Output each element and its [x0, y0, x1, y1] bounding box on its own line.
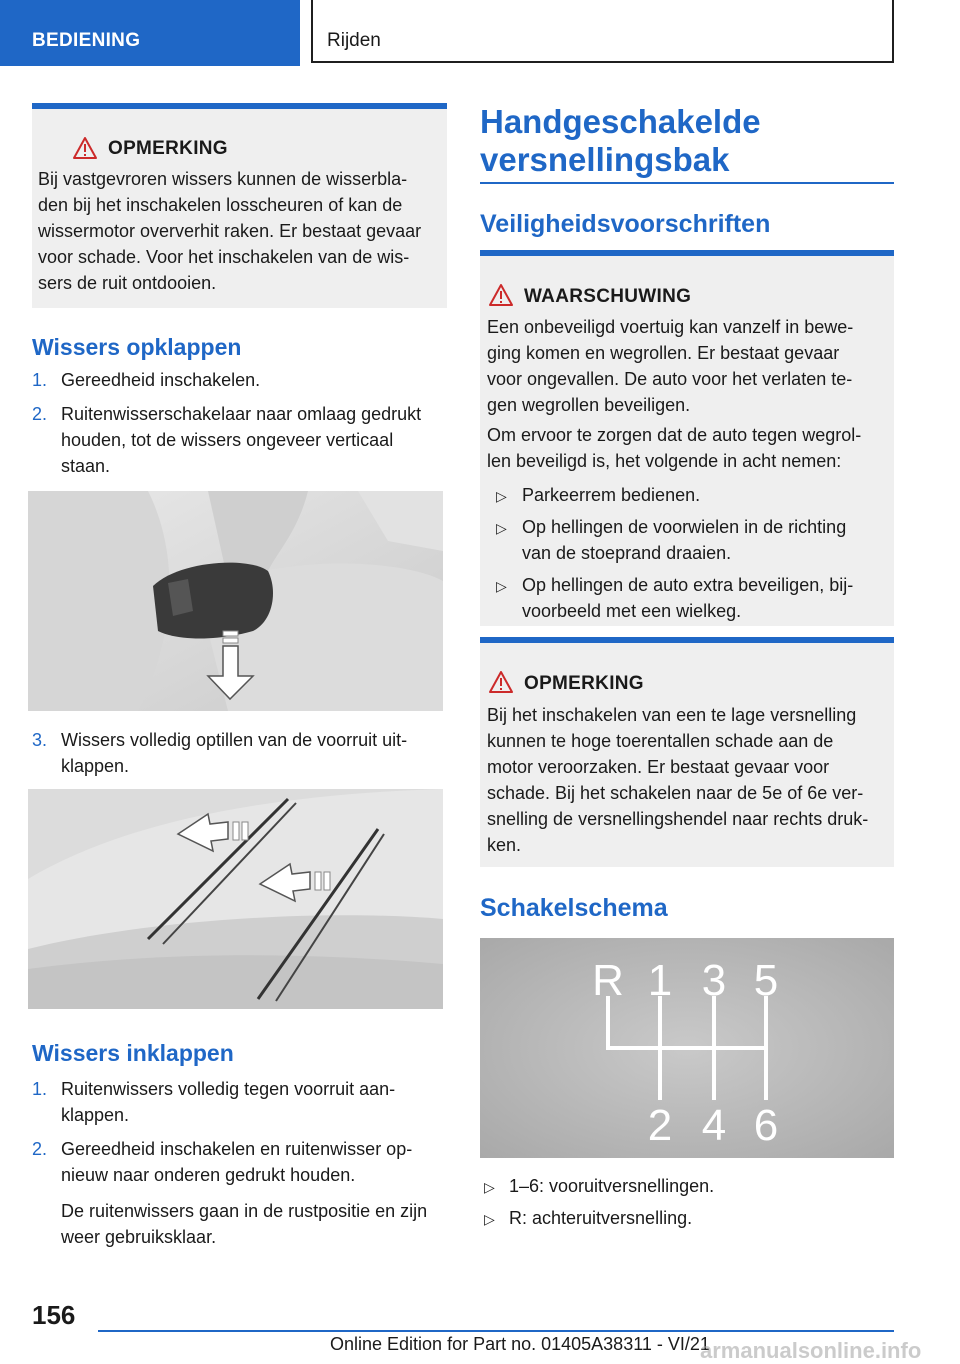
step-text: Wissers volledig optillen van de voorruit uit- [61, 730, 408, 750]
note-line: den bij het inschakelen losscheuren of kan de [38, 195, 403, 215]
warning-line: gen wegrollen beveiligen. [487, 395, 691, 415]
gear-label: 4 [701, 1101, 727, 1150]
step-text: klappen. [61, 756, 130, 776]
section-label: BEDIENING [32, 30, 141, 51]
note-title: OPMERKING [108, 138, 228, 159]
note-box-wiper [32, 103, 447, 308]
title-rule [480, 182, 894, 184]
warning-triangle-icon [488, 283, 514, 307]
step-text: houden, tot de wissers ongeveer verticaal [61, 430, 394, 450]
note-line: kunnen te hoge toerentallen schade aan de [487, 731, 834, 751]
step-text: nieuw naar onderen gedrukt houden. [61, 1165, 356, 1185]
watermark: armanualsonline.info [700, 1338, 922, 1363]
gear-label: 1 [647, 956, 673, 1005]
bullet-text: Parkeerrem bedienen. [522, 485, 701, 505]
gear-label: 6 [753, 1101, 779, 1150]
chapter-label: Rijden [327, 30, 381, 51]
step-text: weer gebruiksklaar. [61, 1227, 217, 1247]
bullet-text: Op hellingen de voorwielen in de richting [522, 517, 847, 537]
bullet-triangle-icon: ▷ [496, 578, 507, 594]
warning-box [480, 250, 894, 626]
warning-triangle-icon [488, 670, 514, 694]
step-text: Ruitenwissers volledig tegen voorruit aan- [61, 1079, 396, 1099]
step-number: 2. [32, 404, 48, 424]
note-line: sers de ruit ontdooien. [38, 273, 217, 293]
chapter-tab [311, 0, 894, 63]
warning-title: WAARSCHUWING [524, 286, 692, 307]
step-number: 1. [32, 370, 48, 390]
gear-label: 3 [701, 956, 727, 1005]
bullet-text: van de stoeprand draaien. [522, 543, 732, 563]
note-title: OPMERKING [524, 673, 644, 694]
bullet-text: 1–6: vooruitversnellingen. [509, 1176, 715, 1196]
step-text: Gereedheid inschakelen en ruitenwisser op- [61, 1139, 413, 1159]
warning-line: Een onbeveiligd voertuig kan vanzelf in bewe- [487, 317, 854, 337]
wipers-raised-illustration [28, 789, 443, 1009]
bullet-triangle-icon: ▷ [484, 1179, 495, 1195]
warning-line: ging komen en wegrollen. Er bestaat gevaar [487, 343, 840, 363]
section-heading: Wissers inklappen [32, 1040, 234, 1066]
gear-shift-diagram [480, 938, 894, 1158]
footer-rule [98, 1330, 894, 1332]
gear-label: R [592, 956, 624, 1005]
section-heading: Wissers opklappen [32, 334, 242, 360]
warning-line: Om ervoor te zorgen dat de auto tegen wegrol- [487, 425, 862, 445]
bullet-triangle-icon: ▷ [496, 520, 507, 536]
step-text: Ruitenwisserschakelaar naar omlaag gedrukt [61, 404, 422, 424]
warning-line: voor ongevallen. De auto voor het verlaten te- [487, 369, 853, 389]
bullet-triangle-icon: ▷ [484, 1211, 495, 1227]
page-number: 156 [32, 1300, 76, 1330]
wiper-lever-illustration [28, 491, 443, 711]
note-line: Bij het inschakelen van een te lage versnelling [487, 705, 857, 725]
step-number: 3. [32, 730, 48, 750]
note-line: Bij vastgevroren wissers kunnen de wisserbla- [38, 169, 408, 189]
gear-label: 2 [647, 1101, 673, 1150]
chapter-title [480, 103, 761, 179]
section-tab [0, 0, 300, 66]
title-line: Handgeschakelde [480, 103, 761, 140]
bullet-triangle-icon: ▷ [496, 488, 507, 504]
bullet-text: voorbeeld met een wielkeg. [522, 601, 742, 621]
step-number: 1. [32, 1079, 48, 1099]
note-line: schade. Bij het schakelen naar de 5e of 6e ver- [487, 783, 864, 803]
step-text: staan. [61, 456, 111, 476]
note-box-gear [480, 637, 894, 867]
footer-edition: Online Edition for Part no. 01405A38311 - VI/21 [330, 1334, 710, 1354]
note-line: ken. [487, 835, 522, 855]
note-line: voor schade. Voor het inschakelen van de wis- [38, 247, 410, 267]
section-heading: Schakelschema [480, 894, 668, 922]
gear-label: 5 [753, 956, 779, 1005]
note-line: wissermotor oververhit raken. Er bestaat gevaar [38, 221, 422, 241]
bullet-text: R: achteruitversnelling. [509, 1208, 693, 1228]
note-line: snelling de versnellingshendel naar rechts druk- [487, 809, 869, 829]
step-number: 2. [32, 1139, 48, 1159]
step-text: De ruitenwissers gaan in de rustpositie en zijn [61, 1201, 428, 1221]
note-line: motor veroorzaken. Er bestaat gevaar voor [487, 757, 830, 777]
title-line: versnellingsbak [480, 141, 730, 178]
step-text: Gereedheid inschakelen. [61, 370, 261, 390]
warning-line: len beveiligd is, het volgende in acht nemen: [487, 451, 842, 471]
section-heading: Veiligheidsvoorschriften [480, 210, 771, 238]
step-text: klappen. [61, 1105, 130, 1125]
bullet-text: Op hellingen de auto extra beveiligen, bij- [522, 575, 854, 595]
